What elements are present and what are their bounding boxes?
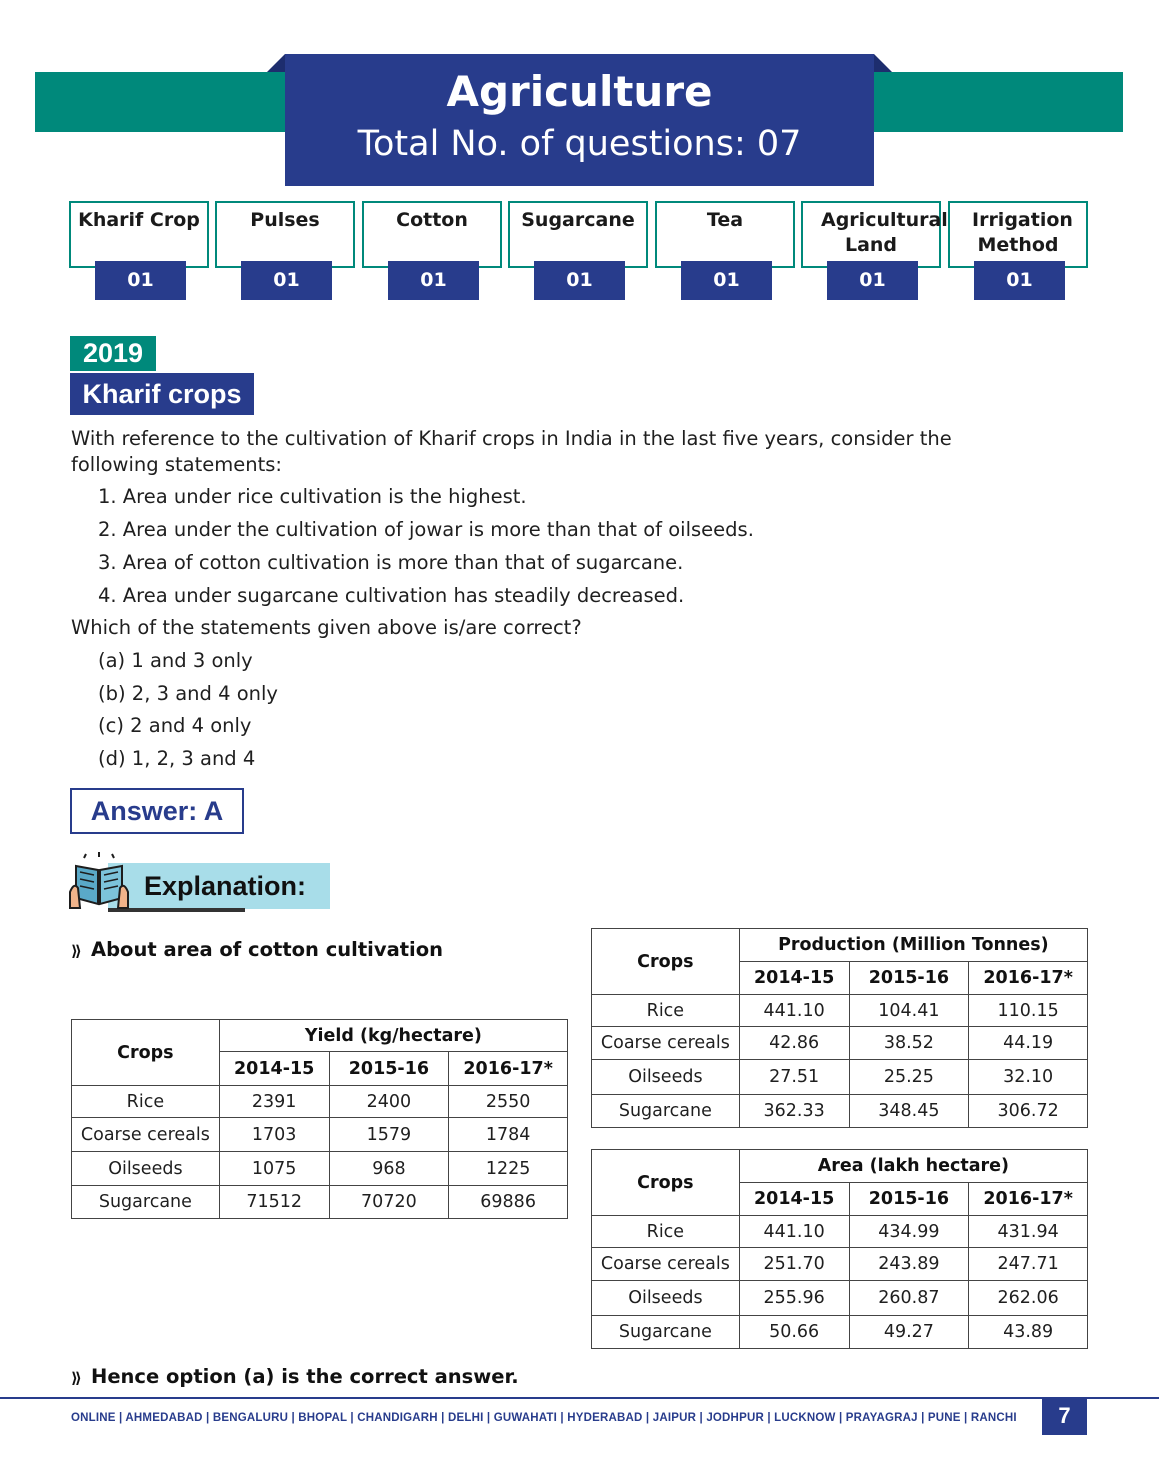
crop-cell: Coarse cereals (592, 1027, 740, 1060)
value-cell: 27.51 (739, 1060, 849, 1095)
topic-card-agricultural-land (801, 201, 948, 291)
value-cell: 968 (329, 1152, 449, 1186)
topic-label: Pulses (250, 209, 320, 231)
option-d: (d) 1, 2, 3 and 4 (98, 747, 256, 770)
production-table (591, 928, 1088, 1128)
crop-cell: Oilseeds (592, 1281, 740, 1316)
crop-cell: Rice (72, 1086, 220, 1118)
yield-table (71, 1019, 568, 1219)
year-header: 2014-15 (739, 1183, 849, 1216)
topic-count: 01 (827, 261, 918, 300)
value-cell: 110.15 (969, 995, 1088, 1027)
statement-2: 2. Area under the cultivation of jowar is more than that of oilseeds. (98, 518, 754, 541)
value-cell: 71512 (219, 1186, 329, 1219)
page-subtitle: Total No. of questions: 07 (357, 124, 802, 164)
banner-fold-left (267, 54, 285, 72)
double-chevron-icon: ⟫ (71, 942, 82, 960)
value-cell: 104.41 (849, 995, 969, 1027)
value-cell: 1579 (329, 1118, 449, 1152)
value-cell: 49.27 (849, 1316, 969, 1349)
value-cell: 247.71 (969, 1248, 1088, 1281)
value-cell: 441.10 (739, 995, 849, 1027)
topic-count: 01 (95, 261, 186, 300)
crops-header: Crops (592, 929, 740, 995)
crop-cell: Sugarcane (592, 1316, 740, 1349)
banner-fold-right (874, 54, 892, 72)
answer-box: Answer: A (70, 788, 244, 834)
table-row (72, 1086, 568, 1118)
footer-cities: ONLINE | AHMEDABAD | BENGALURU | BHOPAL | CHANDIGARH | DELHI | GUWAHATI | HYDERABAD | JAIPUR | JODHPUR | LUCKNOW | PRAYAGRAJ | PUNE | RANCHI (71, 1412, 1017, 1424)
topic-card-cotton (362, 201, 502, 291)
table-row (592, 1095, 1088, 1128)
table-row (72, 1186, 568, 1219)
value-cell: 1225 (449, 1152, 568, 1186)
page-title: Agriculture (446, 67, 713, 116)
double-chevron-icon: ⟫ (71, 1369, 82, 1387)
table-row (592, 1216, 1088, 1248)
conclusion-point (71, 1364, 519, 1391)
table-row (72, 1152, 568, 1186)
crop-cell: Rice (592, 995, 740, 1027)
value-cell: 32.10 (969, 1060, 1088, 1095)
crop-cell: Rice (592, 1216, 740, 1248)
topic-label: Agricultural Land (821, 209, 948, 256)
value-cell: 69886 (449, 1186, 568, 1219)
statement-3: 3. Area of cotton cultivation is more than that of sugarcane. (98, 551, 684, 574)
value-cell: 70720 (329, 1186, 449, 1219)
topic-label: Cotton (396, 209, 468, 231)
value-cell: 1784 (449, 1118, 568, 1152)
value-cell: 251.70 (739, 1248, 849, 1281)
value-cell: 2391 (219, 1086, 329, 1118)
crops-header: Crops (72, 1020, 220, 1086)
value-cell: 441.10 (739, 1216, 849, 1248)
table-row (592, 1316, 1088, 1349)
open-book-icon (68, 852, 130, 912)
topic-card-irrigation-method (948, 201, 1088, 291)
topic-card-sugarcane (508, 201, 648, 291)
crop-cell: Oilseeds (592, 1060, 740, 1095)
value-cell: 1075 (219, 1152, 329, 1186)
value-cell: 306.72 (969, 1095, 1088, 1128)
title-banner (285, 54, 874, 186)
topic-label: Sugarcane (521, 209, 635, 231)
value-cell: 25.25 (849, 1060, 969, 1095)
value-cell: 362.33 (739, 1095, 849, 1128)
area-title: Area (lakh hectare) (739, 1150, 1087, 1183)
conclusion-text: Hence option (a) is the correct answer. (91, 1365, 519, 1388)
topic-card-pulses (215, 201, 355, 291)
explanation-point-1 (71, 937, 443, 964)
year-header: 2014-15 (739, 962, 849, 995)
topic-card-tea (655, 201, 795, 291)
value-cell: 262.06 (969, 1281, 1088, 1316)
crop-cell: Sugarcane (72, 1186, 220, 1219)
value-cell: 260.87 (849, 1281, 969, 1316)
crops-header: Crops (592, 1150, 740, 1216)
crop-cell: Oilseeds (72, 1152, 220, 1186)
value-cell: 44.19 (969, 1027, 1088, 1060)
question-stem-line-1: With reference to the cultivation of Kharif crops in India in the last five years, consider the (71, 427, 952, 450)
table-row (592, 995, 1088, 1027)
topic-count: 01 (681, 261, 772, 300)
year-header: 2016-17* (449, 1052, 568, 1086)
production-title: Production (Million Tonnes) (739, 929, 1087, 962)
table-row (592, 1060, 1088, 1095)
area-table (591, 1149, 1088, 1349)
value-cell: 2550 (449, 1086, 568, 1118)
year-header: 2014-15 (219, 1052, 329, 1086)
value-cell: 348.45 (849, 1095, 969, 1128)
option-a: (a) 1 and 3 only (98, 649, 253, 672)
year-header: 2016-17* (969, 962, 1088, 995)
value-cell: 255.96 (739, 1281, 849, 1316)
statement-4: 4. Area under sugarcane cultivation has steadily decreased. (98, 584, 685, 607)
topic-label: Kharif Crop (78, 209, 200, 231)
question-stem-line-2: following statements: (71, 453, 282, 476)
topic-count: 01 (534, 261, 625, 300)
question-prompt: Which of the statements given above is/are correct? (71, 616, 582, 639)
value-cell: 38.52 (849, 1027, 969, 1060)
topic-card-kharif-crop (69, 201, 209, 291)
explanation-heading: Explanation: (144, 871, 307, 901)
year-header: 2016-17* (969, 1183, 1088, 1216)
explanation-point-1-text: About area of cotton cultivation (91, 938, 444, 961)
crop-cell: Coarse cereals (72, 1118, 220, 1152)
value-cell: 2400 (329, 1086, 449, 1118)
value-cell: 50.66 (739, 1316, 849, 1349)
table-row (592, 1248, 1088, 1281)
statement-1: 1. Area under rice cultivation is the highest. (98, 485, 527, 508)
footer-divider (0, 1397, 1159, 1399)
topic-label: Irrigation Method (972, 209, 1073, 256)
topic-count: 01 (241, 261, 332, 300)
yield-title: Yield (kg/hectare) (219, 1020, 567, 1052)
option-c: (c) 2 and 4 only (98, 714, 252, 737)
value-cell: 431.94 (969, 1216, 1088, 1248)
table-row (592, 1281, 1088, 1316)
option-b: (b) 2, 3 and 4 only (98, 682, 278, 705)
crop-cell: Sugarcane (592, 1095, 740, 1128)
value-cell: 1703 (219, 1118, 329, 1152)
value-cell: 243.89 (849, 1248, 969, 1281)
year-header: 2015-16 (849, 962, 969, 995)
question-topic-tag: Kharif crops (70, 373, 254, 415)
value-cell: 43.89 (969, 1316, 1088, 1349)
year-header: 2015-16 (849, 1183, 969, 1216)
topic-count: 01 (974, 261, 1065, 300)
year-tag: 2019 (70, 336, 156, 371)
crop-cell: Coarse cereals (592, 1248, 740, 1281)
page-number: 7 (1042, 1397, 1087, 1435)
table-row (592, 1027, 1088, 1060)
table-row (72, 1118, 568, 1152)
topic-count: 01 (388, 261, 479, 300)
value-cell: 434.99 (849, 1216, 969, 1248)
topic-label: Tea (706, 209, 744, 231)
year-header: 2015-16 (329, 1052, 449, 1086)
value-cell: 42.86 (739, 1027, 849, 1060)
